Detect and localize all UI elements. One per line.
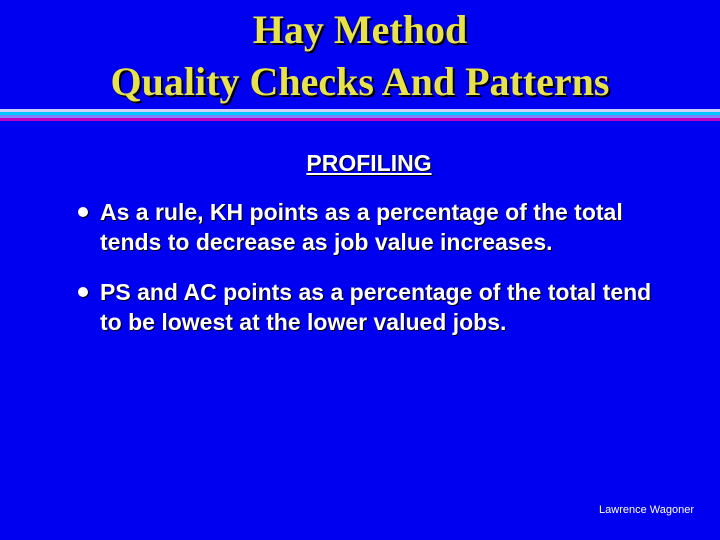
divider-band-4 — [0, 118, 720, 121]
slide-title — [0, 4, 720, 108]
bullet-text: PS and AC points as a percentage of the total tend to be lowest at the lower valued jobs. — [100, 279, 652, 335]
bullet-dot-icon — [78, 287, 88, 297]
bullet-list — [78, 197, 678, 357]
section-heading: PROFILING — [306, 150, 432, 176]
title-divider — [0, 109, 720, 123]
slide-title-line-2: Quality Checks And Patterns — [110, 59, 610, 104]
footer-author: Lawrence Wagoner — [599, 504, 694, 516]
bullet-text: As a rule, KH points as a percentage of the total tends to decrease as job value increases. — [100, 199, 623, 255]
bullet-item — [78, 197, 678, 257]
slide-title-line-1: Hay Method — [252, 7, 468, 52]
bullet-item — [78, 277, 678, 337]
bullet-dot-icon — [78, 207, 88, 217]
